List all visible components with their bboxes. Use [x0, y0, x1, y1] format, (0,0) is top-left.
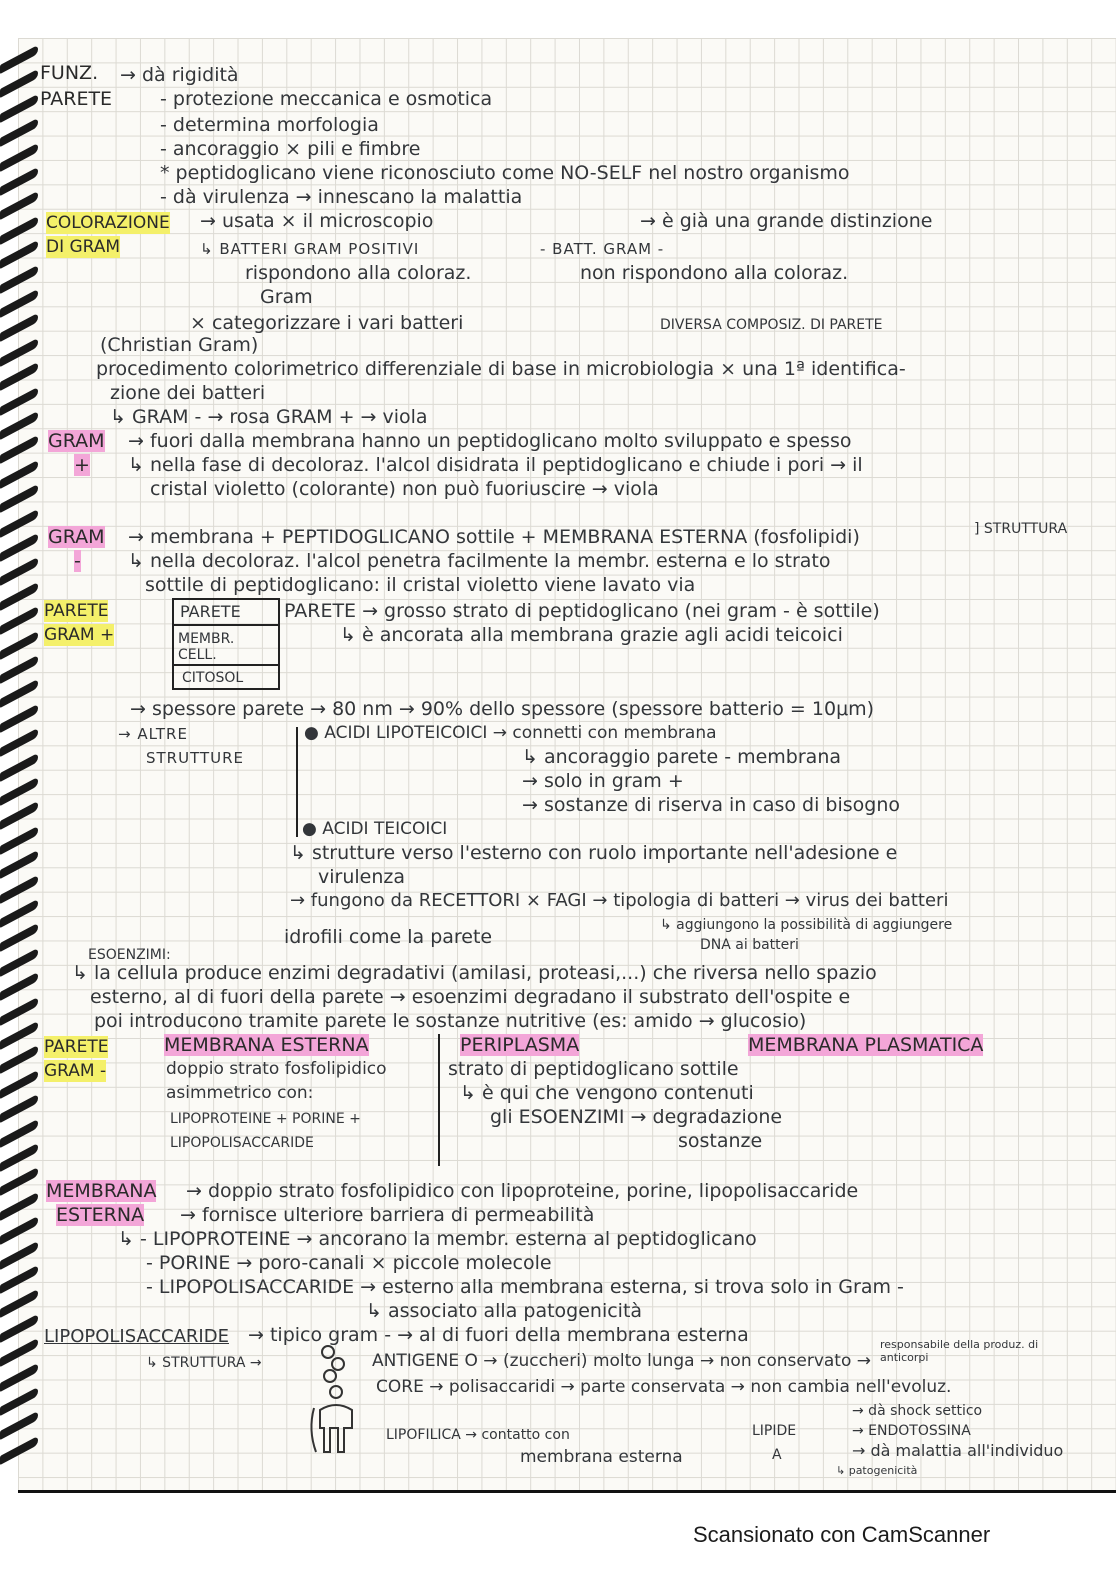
- spiral-ring: [0, 69, 38, 98]
- spiral-ring: [0, 1070, 38, 1099]
- note-line: ↳ STRUTTURA →: [146, 1355, 262, 1371]
- spiral-ring: [0, 167, 38, 196]
- spiral-binding: [0, 55, 40, 1475]
- note-line: → dà malattia all'individuo: [852, 1441, 1064, 1460]
- spiral-ring: [0, 557, 38, 586]
- label-esterna: ESTERNA: [56, 1204, 145, 1226]
- note-line: → doppio strato fosfolipidico con lipoproteine, porine, lipopolisaccaride: [186, 1180, 859, 1202]
- spiral-ring: [0, 777, 38, 806]
- label-di-gram: DI GRAM: [46, 237, 121, 257]
- note-line: STRUTTURE: [146, 749, 245, 767]
- note-line: - LIPOPOLISACCARIDE → esterno alla membrana esterna, si trova solo in Gram -: [146, 1276, 904, 1298]
- label-gram-negative: GRAM: [48, 526, 105, 548]
- spiral-ring: [0, 801, 38, 830]
- spiral-ring: [0, 1045, 38, 1074]
- note-line: virulenza: [318, 866, 406, 888]
- spiral-ring: [0, 142, 38, 171]
- note-line: - protezione meccanica e osmotica: [160, 88, 493, 110]
- spiral-ring: [0, 948, 38, 977]
- note-line: LIPIDE: [752, 1423, 797, 1439]
- note-line: A: [772, 1447, 782, 1463]
- spiral-ring: [0, 923, 38, 952]
- note-line: - ancoraggio × pili e fimbre: [160, 138, 421, 160]
- note-line: → usata × il microscopio: [200, 210, 434, 232]
- note-line: - BATT. GRAM -: [540, 240, 665, 258]
- note-line: ↳ è qui che vengono contenuti: [460, 1082, 754, 1104]
- spiral-ring: [0, 704, 38, 733]
- note-line: → fungono da RECETTORI × FAGI → tipologia di batteri → virus dei batteri: [290, 890, 949, 911]
- spiral-ring: [0, 972, 38, 1001]
- divider: [172, 624, 278, 626]
- note-line: ↳ GRAM - → rosa GRAM + → viola: [110, 406, 428, 428]
- note-line: ↳ nella fase di decoloraz. l'alcol disidrata il peptidoglicano e chiude i pori → il: [128, 454, 863, 476]
- label-lipopolisaccaride: LIPOPOLISACCARIDE: [44, 1326, 229, 1347]
- note-line: - dà virulenza → innescano la malattia: [160, 186, 523, 208]
- spiral-ring: [0, 728, 38, 757]
- note-line: ANTIGENE O → (zuccheri) molto lunga → non conservato →: [372, 1351, 872, 1371]
- note-line: zione dei batteri: [110, 382, 266, 404]
- note-line: CORE → polisaccaridi → parte conservata → non cambia nell'evoluz.: [376, 1377, 952, 1397]
- note-line: - determina morfologia: [160, 114, 379, 136]
- note-line: ↳ - LIPOPROTEINE → ancorano la membr. esterna al peptidoglicano: [118, 1228, 757, 1250]
- note-line: idrofili come la parete: [284, 926, 493, 948]
- note-line: (Christian Gram): [100, 334, 259, 356]
- column-head-membrana-plasmatica: MEMBRANA PLASMATICA: [748, 1034, 984, 1056]
- note-line: ↳ strutture verso l'esterno con ruolo importante nell'adesione e: [290, 842, 898, 864]
- spiral-ring: [0, 460, 38, 489]
- spiral-ring: [0, 1216, 38, 1245]
- spiral-ring: [0, 118, 38, 147]
- spiral-ring: [0, 1118, 38, 1147]
- spiral-ring: [0, 240, 38, 269]
- column-divider: [438, 1034, 440, 1166]
- spiral-ring: [0, 630, 38, 659]
- note-line: → ENDOTOSSINA: [852, 1423, 971, 1439]
- spiral-ring: [0, 752, 38, 781]
- note-line: DNA ai batteri: [700, 937, 799, 953]
- spiral-ring: [0, 1314, 38, 1343]
- note-line: * peptidoglicano viene riconosciuto come NO-SELF nel nostro organismo: [160, 162, 850, 184]
- spiral-ring: [0, 655, 38, 684]
- note-line: - PORINE → poro-canali × piccole molecole: [146, 1252, 552, 1274]
- spiral-ring: [0, 411, 38, 440]
- spiral-ring: [0, 1436, 38, 1465]
- spiral-ring: [0, 508, 38, 537]
- spiral-ring: [0, 899, 38, 928]
- label-membrana: MEMBRANA: [46, 1180, 157, 1202]
- spiral-ring: [0, 313, 38, 342]
- spiral-ring: [0, 1289, 38, 1318]
- spiral-ring: [0, 289, 38, 318]
- note-line: poi introducono tramite parete le sostanze nutritive (es: amido → glucosio): [94, 1010, 807, 1032]
- note-line: ↳ ancoraggio parete - membrana: [522, 746, 842, 768]
- note-line: ● ACIDI LIPOTEICOICI → connetti con membrana: [304, 723, 717, 743]
- note-line: strato di peptidoglicano sottile: [448, 1058, 739, 1080]
- spiral-ring: [0, 1362, 38, 1391]
- box-label-citosol: CITOSOL: [182, 670, 244, 686]
- note-line: ↳ nella decoloraz. l'alcol penetra facilmente la membr. esterna e lo strato: [128, 550, 831, 572]
- note-line: Gram: [260, 286, 313, 308]
- spiral-ring: [0, 1167, 38, 1196]
- note-line: ↳ BATTERI GRAM POSITIVI: [200, 240, 420, 258]
- note-line: procedimento colorimetrico differenziale di base in microbiologia × una 1ª identifica-: [96, 358, 906, 380]
- spiral-ring: [0, 338, 38, 367]
- note-line: esterno, al di fuori della parete → esoenzimi degradano il substrato dell'ospite e: [90, 986, 851, 1008]
- label-parete-gram-positive: PARETE: [44, 601, 109, 621]
- note-line: DIVERSA COMPOSIZ. DI PARETE: [660, 317, 883, 333]
- spiral-ring: [0, 1411, 38, 1440]
- spiral-ring: [0, 679, 38, 708]
- note-line: cristal violetto (colorante) non può fuoriuscire → viola: [150, 478, 659, 500]
- label-parete: PARETE: [40, 88, 113, 110]
- column-head-membrana-esterna: MEMBRANA ESTERNA: [164, 1034, 369, 1056]
- note-line: → è già una grande distinzione: [640, 210, 933, 232]
- note-line: × categorizzare i vari batteri: [190, 312, 464, 334]
- note-line: ● ACIDI TEICOICI: [302, 819, 448, 839]
- label-esoenzimi: ESOENZIMI:: [88, 947, 171, 963]
- spiral-ring: [0, 533, 38, 562]
- note-line: gli ESOENZIMI → degradazione: [490, 1106, 783, 1128]
- note-line: → spessore parete → 80 nm → 90% dello spessore (spessore batterio = 10μm): [130, 698, 875, 720]
- spiral-ring: [0, 1021, 38, 1050]
- label-gram-minus: GRAM -: [44, 1061, 107, 1081]
- note-line: sottile di peptidoglicano: il cristal violetto viene lavato via: [145, 574, 696, 596]
- note-line: → tipico gram - → al di fuori della membrana esterna: [248, 1324, 749, 1346]
- note-line: doppio strato fosfolipidico: [166, 1059, 387, 1079]
- bracket: [296, 727, 298, 837]
- spiral-ring: [0, 1094, 38, 1123]
- spiral-ring: [0, 582, 38, 611]
- note-line: → membrana + PEPTIDOGLICANO sottile + MEMBRANA ESTERNA (fosfolipidi): [128, 526, 860, 548]
- spiral-ring: [0, 996, 38, 1025]
- note-line: → dà rigidità: [120, 64, 239, 86]
- note-line: → fuori dalla membrana hanno un peptidoglicano molto sviluppato e spesso: [128, 430, 852, 452]
- note-line: → sostanze di riserva in caso di bisogno: [522, 794, 900, 816]
- spiral-ring: [0, 94, 38, 123]
- divider: [172, 664, 278, 666]
- label-plus: +: [74, 454, 90, 476]
- label-minus: -: [74, 550, 81, 572]
- note-line: PARETE → grosso strato di peptidoglicano (nei gram - è sottile): [284, 600, 880, 622]
- label-gram-positive: GRAM: [48, 430, 105, 452]
- note-line: ↳ la cellula produce enzimi degradativi (amilasi, proteasi,...) che riversa nello spazio: [72, 962, 877, 984]
- label-funz: FUNZ.: [40, 62, 99, 84]
- note-line: ↳ aggiungono la possibilità di aggiungere: [660, 917, 953, 933]
- spiral-ring: [0, 850, 38, 879]
- note-line: → dà shock settico: [852, 1403, 983, 1419]
- box-label-membrana: MEMBR. CELL.: [178, 631, 235, 663]
- spiral-ring: [0, 191, 38, 220]
- spiral-ring: [0, 606, 38, 635]
- note-line: rispondono alla coloraz.: [245, 262, 472, 284]
- label-gram-plus: GRAM +: [44, 625, 115, 645]
- spiral-ring: [0, 216, 38, 245]
- camscanner-footer: Scansionato con CamScanner: [693, 1522, 991, 1547]
- column-head-periplasma: PERIPLASMA: [460, 1034, 580, 1056]
- note-line: → ALTRE: [118, 725, 188, 743]
- note-line: → solo in gram +: [522, 770, 684, 792]
- spiral-ring: [0, 386, 38, 415]
- note-line: ] STRUTTURA: [974, 521, 1068, 537]
- note-line: non rispondono alla coloraz.: [580, 262, 849, 284]
- label-colorazione: COLORAZIONE: [46, 213, 170, 233]
- lps-molecule-sketch: [300, 1340, 380, 1470]
- note-line: responsabile della produz. di anticorpi: [880, 1338, 1039, 1364]
- note-line: → fornisce ulteriore barriera di permeabilità: [180, 1204, 595, 1226]
- spiral-ring: [0, 826, 38, 855]
- note-line: asimmetrico con:: [166, 1083, 314, 1103]
- note-line: ↳ associato alla patogenicità: [366, 1300, 643, 1322]
- spiral-ring: [0, 1192, 38, 1221]
- spiral-ring: [0, 1265, 38, 1294]
- spiral-ring: [0, 1387, 38, 1416]
- spiral-ring: [0, 264, 38, 293]
- label-parete-gram-negative: PARETE: [44, 1037, 109, 1057]
- spiral-ring: [0, 1240, 38, 1269]
- box-label-parete: PARETE: [180, 602, 241, 621]
- spiral-ring: [0, 362, 38, 391]
- spiral-ring: [0, 874, 38, 903]
- note-line: ↳ patogenicità: [836, 1464, 918, 1477]
- note-line: ↳ è ancorata alla membrana grazie agli acidi teicoici: [340, 624, 843, 646]
- note-line: LIPOPOLISACCARIDE: [170, 1135, 314, 1151]
- note-line: LIPOFILICA → contatto con: [386, 1427, 570, 1443]
- note-line: LIPOPROTEINE + PORINE +: [170, 1111, 361, 1127]
- spiral-ring: [0, 484, 38, 513]
- note-line: sostanze: [678, 1130, 763, 1152]
- note-line: membrana esterna: [520, 1447, 683, 1467]
- spiral-ring: [0, 1143, 38, 1172]
- spiral-ring: [0, 1338, 38, 1367]
- spiral-ring: [0, 435, 38, 464]
